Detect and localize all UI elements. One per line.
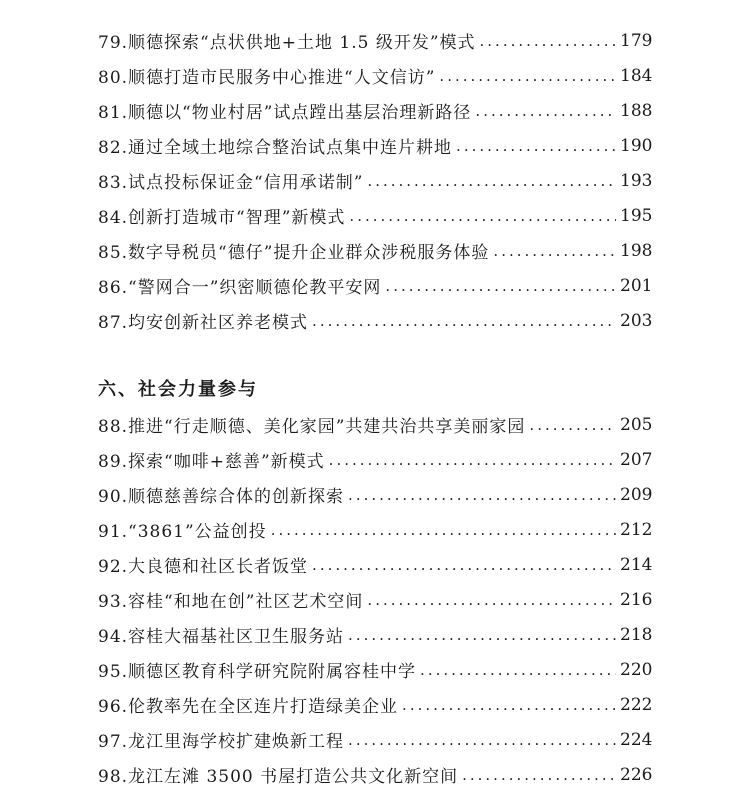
toc-entry-page-number: 179 xyxy=(620,30,653,51)
toc-entry-page-number: 184 xyxy=(620,65,653,86)
toc-entry[interactable] xyxy=(98,268,653,303)
toc-entry-page-number: 226 xyxy=(620,764,653,785)
toc-entry-title: 88.推进“行走顺德、美化家园”共建共治共享美丽家园 xyxy=(98,417,526,437)
toc-leader-dots xyxy=(348,626,616,644)
toc-entry[interactable] xyxy=(98,93,653,128)
toc-entry[interactable] xyxy=(98,512,653,547)
toc-entry[interactable] xyxy=(98,547,653,582)
toc-entry[interactable] xyxy=(98,198,653,233)
toc-entry-title: 86.“警网合一”织密顺德伦教平安网 xyxy=(98,278,382,298)
toc-entry[interactable] xyxy=(98,58,653,93)
toc-entry-title: 93.容桂“和地在创”社区艺术空间 xyxy=(98,592,364,612)
toc-leader-dots xyxy=(402,696,616,714)
toc-entry[interactable] xyxy=(98,617,653,652)
toc-entry-title: 95.顺德区教育科学研究院附属容桂中学 xyxy=(98,662,417,682)
toc-entry-title: 83.试点投标保证金“信用承诺制” xyxy=(98,173,364,193)
toc-entry[interactable] xyxy=(98,407,653,442)
toc-entry[interactable] xyxy=(98,163,653,198)
section-heading: 六、社会力量参与 xyxy=(98,379,258,400)
toc-entry-page-number: 216 xyxy=(620,589,653,610)
toc-leader-dots xyxy=(348,731,616,749)
toc-list-social xyxy=(98,407,653,792)
toc-leader-dots xyxy=(420,661,616,679)
toc-entry-title: 80.顺德打造市民服务中心推进“人文信访” xyxy=(98,68,436,88)
toc-entry-page-number: 188 xyxy=(620,100,653,121)
toc-leader-dots xyxy=(493,242,616,260)
toc-entry-title: 85.数字导税员“德仔”提升企业群众涉税服务体验 xyxy=(98,243,490,263)
toc-list-governance xyxy=(98,23,653,338)
toc-entry-page-number: 212 xyxy=(620,519,653,540)
toc-entry-page-number: 218 xyxy=(620,624,653,645)
toc-entry-page-number: 195 xyxy=(620,205,653,226)
toc-entry-title: 89.探索“咖啡+慈善”新模式 xyxy=(98,452,325,472)
toc-leader-dots xyxy=(367,172,616,190)
toc-leader-dots xyxy=(439,67,616,85)
toc-entry-page-number: 214 xyxy=(620,554,653,575)
toc-entry-page-number: 190 xyxy=(620,135,653,156)
toc-entry[interactable] xyxy=(98,582,653,617)
toc-leader-dots xyxy=(312,312,616,330)
toc-entry-title: 82.通过全域土地综合整治试点集中连片耕地 xyxy=(98,138,453,158)
toc-entry-title: 94.容桂大福基社区卫生服务站 xyxy=(98,627,345,647)
toc-entry-page-number: 193 xyxy=(620,170,653,191)
toc-entry[interactable] xyxy=(98,23,653,58)
toc-entry-title: 97.龙江里海学校扩建焕新工程 xyxy=(98,732,345,752)
toc-leader-dots xyxy=(385,277,616,295)
toc-leader-dots xyxy=(480,32,616,50)
toc-entry[interactable] xyxy=(98,687,653,722)
toc-leader-dots xyxy=(348,486,616,504)
toc-leader-dots xyxy=(349,207,616,225)
toc-entry[interactable] xyxy=(98,442,653,477)
toc-entry-title: 98.龙江左滩 3500 书屋打造公共文化新空间 xyxy=(98,767,459,787)
toc-entry-page-number: 201 xyxy=(620,275,653,296)
toc-entry-title: 92.大良德和社区长者饭堂 xyxy=(98,557,309,577)
toc-leader-dots xyxy=(367,591,616,609)
toc-entry-page-number: 224 xyxy=(620,729,653,750)
toc-entry-title: 81.顺德以“物业村居”试点蹚出基层治理新路径 xyxy=(98,103,472,123)
toc-entry-title: 96.伦教率先在全区连片打造绿美企业 xyxy=(98,697,399,717)
toc-entry[interactable] xyxy=(98,757,653,792)
toc-leader-dots xyxy=(271,521,616,539)
toc-entry-page-number: 209 xyxy=(620,484,653,505)
toc-entry-title: 87.均安创新社区养老模式 xyxy=(98,313,309,333)
toc-entry-title: 91.“3861”公益创投 xyxy=(98,522,267,542)
toc-entry-page-number: 220 xyxy=(620,659,653,680)
toc-entry[interactable] xyxy=(98,652,653,687)
toc-leader-dots xyxy=(329,451,616,469)
toc-leader-dots xyxy=(312,556,616,574)
toc-entry[interactable] xyxy=(98,303,653,338)
toc-entry[interactable] xyxy=(98,128,653,163)
toc-entry[interactable] xyxy=(98,722,653,757)
toc-leader-dots xyxy=(529,416,616,434)
toc-entry-title: 84.创新打造城市“智理”新模式 xyxy=(98,208,346,228)
toc-entry-page-number: 205 xyxy=(620,414,653,435)
toc-leader-dots xyxy=(462,766,616,784)
toc-entry-page-number: 222 xyxy=(620,694,653,715)
toc-entry[interactable] xyxy=(98,233,653,268)
toc-entry-page-number: 198 xyxy=(620,240,653,261)
toc-entry-title: 79.顺德探索“点状供地+土地 1.5 级开发”模式 xyxy=(98,33,476,53)
toc-entry-page-number: 207 xyxy=(620,449,653,470)
toc-entry-title: 90.顺德慈善综合体的创新探索 xyxy=(98,487,345,507)
toc-entry-page-number: 203 xyxy=(620,310,653,331)
toc-leader-dots xyxy=(475,102,616,120)
toc-leader-dots xyxy=(456,137,616,155)
toc-entry[interactable] xyxy=(98,477,653,512)
